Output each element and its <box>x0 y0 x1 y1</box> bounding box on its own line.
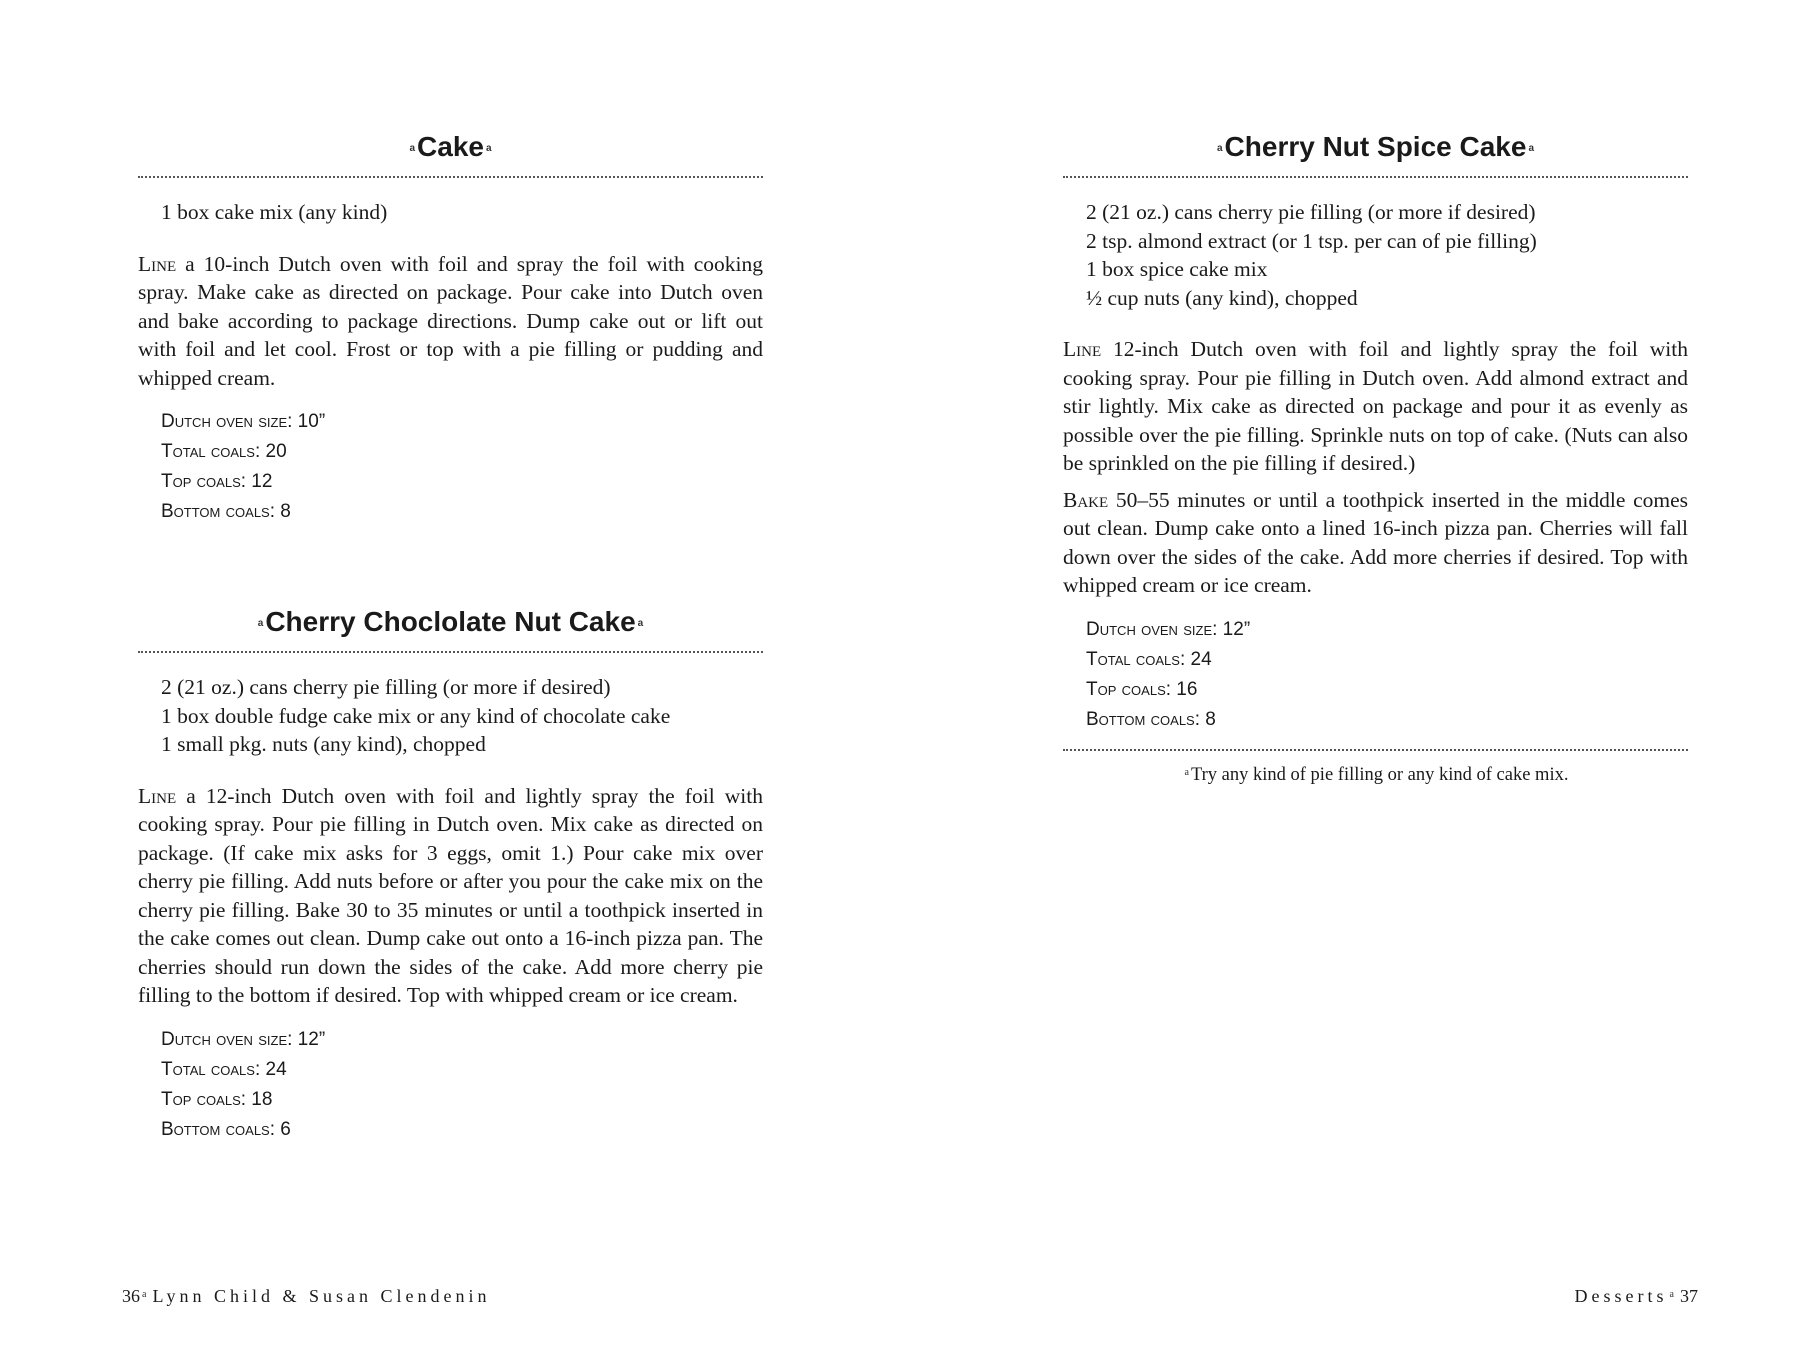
instruction-lead: Line <box>138 251 177 276</box>
running-head: Lynn Child & Susan Clendenin <box>152 1286 491 1306</box>
dotted-divider <box>1063 749 1688 751</box>
recipe-cake <box>138 130 763 527</box>
ingredient-item: 1 box cake mix (any kind) <box>161 200 388 224</box>
spec-top-coals: Top coals: 18 <box>161 1088 273 1110</box>
ingredient-item: ½ cup nuts (any kind), chopped <box>1086 285 1358 310</box>
oven-specs <box>1086 615 1688 735</box>
spec-bottom-coals: Bottom coals: 6 <box>161 1118 291 1140</box>
recipe-title: aCherry Nut Spice Cake a <box>1216 131 1534 162</box>
dotted-divider <box>138 176 763 178</box>
instruction-paragraph: Line a 10-inch Dutch oven with foil and spray the foil with cooking spray. Make cake as directed on package. Pour cake into Dutch oven and bake according to package directions. Dump cake out or lift out with foil and let cool. Frost or top with a pie filling or pudding and whipped cream. <box>138 251 763 390</box>
spec-total-coals: Total coals: 20 <box>161 441 287 462</box>
ingredient-item: 1 box double fudge cake mix or any kind of chocolate cake <box>161 703 671 728</box>
ingredient-item: 2 tsp. almond extract (or 1 tsp. per can of pie filling) <box>1086 228 1537 253</box>
spec-top-coals: Top coals: 12 <box>161 471 273 492</box>
page-number: 37 <box>1680 1286 1698 1306</box>
spec-top-coals: Top coals: 16 <box>1086 678 1198 700</box>
recipe-tip: $^a$ Try any kind of pie filling or any kind of cake mix. <box>1184 764 1569 785</box>
ornament-icon: a <box>257 618 264 629</box>
spec-bottom-coals: Bottom coals: 8 <box>1086 708 1216 730</box>
instruction-paragraph: Bake 50–55 minutes or until a toothpick inserted in the middle comes out clean. Dump cake onto a lined 16-inch pizza pan. Cherries will fall down over the sides of the cake. Add more cherries if desired. Top with whipped cream or ice cream. <box>1063 487 1688 597</box>
ornament-icon: a <box>637 618 644 629</box>
ornament-icon: a <box>409 143 416 154</box>
right-page <box>900 0 1800 1350</box>
dotted-divider <box>1063 176 1688 178</box>
recipe-title: aCherry Choclolate Nut Cake a <box>257 606 644 637</box>
ornament-icon: a <box>1669 1289 1678 1300</box>
ingredient-list <box>161 198 763 227</box>
ornament-icon: a <box>1216 143 1223 154</box>
dotted-divider <box>138 651 763 653</box>
instruction-lead: Bake <box>1063 487 1109 512</box>
oven-specs <box>161 1025 763 1145</box>
ingredient-item: 2 (21 oz.) cans cherry pie filling (or more if desired) <box>1086 200 1536 224</box>
spec-oven-size: Dutch oven size: 10” <box>161 411 326 432</box>
instruction-lead: Line <box>1063 337 1102 361</box>
spec-oven-size: Dutch oven size: 12” <box>161 1028 326 1050</box>
page-number: 36 <box>122 1286 140 1306</box>
running-head: Desserts <box>1574 1286 1668 1306</box>
ingredient-item: 1 box spice cake mix <box>1086 257 1268 281</box>
page-footer <box>122 1286 490 1307</box>
ingredient-list <box>161 673 763 759</box>
ingredient-list <box>1086 198 1688 312</box>
ornament-icon: a <box>142 1289 151 1300</box>
recipe-title: aCake a <box>409 131 492 162</box>
ingredient-item: 2 (21 oz.) cans cherry pie filling (or more if desired) <box>161 675 611 699</box>
instruction-paragraph: Line a 12-inch Dutch oven with foil and lightly spray the foil with cooking spray. Pour pie filling in Dutch oven. Mix cake as directed on package. (If cake mix asks for 3 eggs, omit 1.) Pour cake mix over cherry pie filling. Add nuts before or after you pour the cake mix on the cherry pie filling. Bake 30 to 35 minutes or until a toothpick inserted in the cake comes out clean. Dump cake out onto a 16-inch pizza pan. The cherries should run down the sides of the cake. Add more cherry pie filling to the bottom if desired. Top with whipped cream or ice cream. <box>138 783 763 1007</box>
spec-oven-size: Dutch oven size: 12” <box>1086 618 1251 640</box>
spec-total-coals: Total coals: 24 <box>1086 648 1212 670</box>
instruction-lead: Line <box>138 783 177 808</box>
ornament-icon: a <box>1184 766 1189 778</box>
instruction-paragraph: Line 12-inch Dutch oven with foil and lightly spray the foil with cooking spray. Pour pie filling in Dutch oven. Add almond extract and stir lightly. Mix cake as directed on package and pour it as evenly as possible over the pie filling. Sprinkle nuts on top of cake. (Nuts can also be sprinkled on the pie filling if desired.) <box>1063 337 1688 475</box>
oven-specs <box>161 407 763 527</box>
recipe-cherry-chocolate-nut-cake <box>138 605 763 1145</box>
ornament-icon: a <box>1528 143 1534 154</box>
page-footer <box>1575 1286 1698 1307</box>
spec-bottom-coals: Bottom coals: 8 <box>161 501 291 522</box>
ingredient-item: 1 small pkg. nuts (any kind), chopped <box>161 732 486 756</box>
recipe-cherry-nut-spice-cake <box>1063 130 1688 787</box>
ornament-icon: a <box>485 143 492 154</box>
spec-total-coals: Total coals: 24 <box>161 1058 287 1080</box>
